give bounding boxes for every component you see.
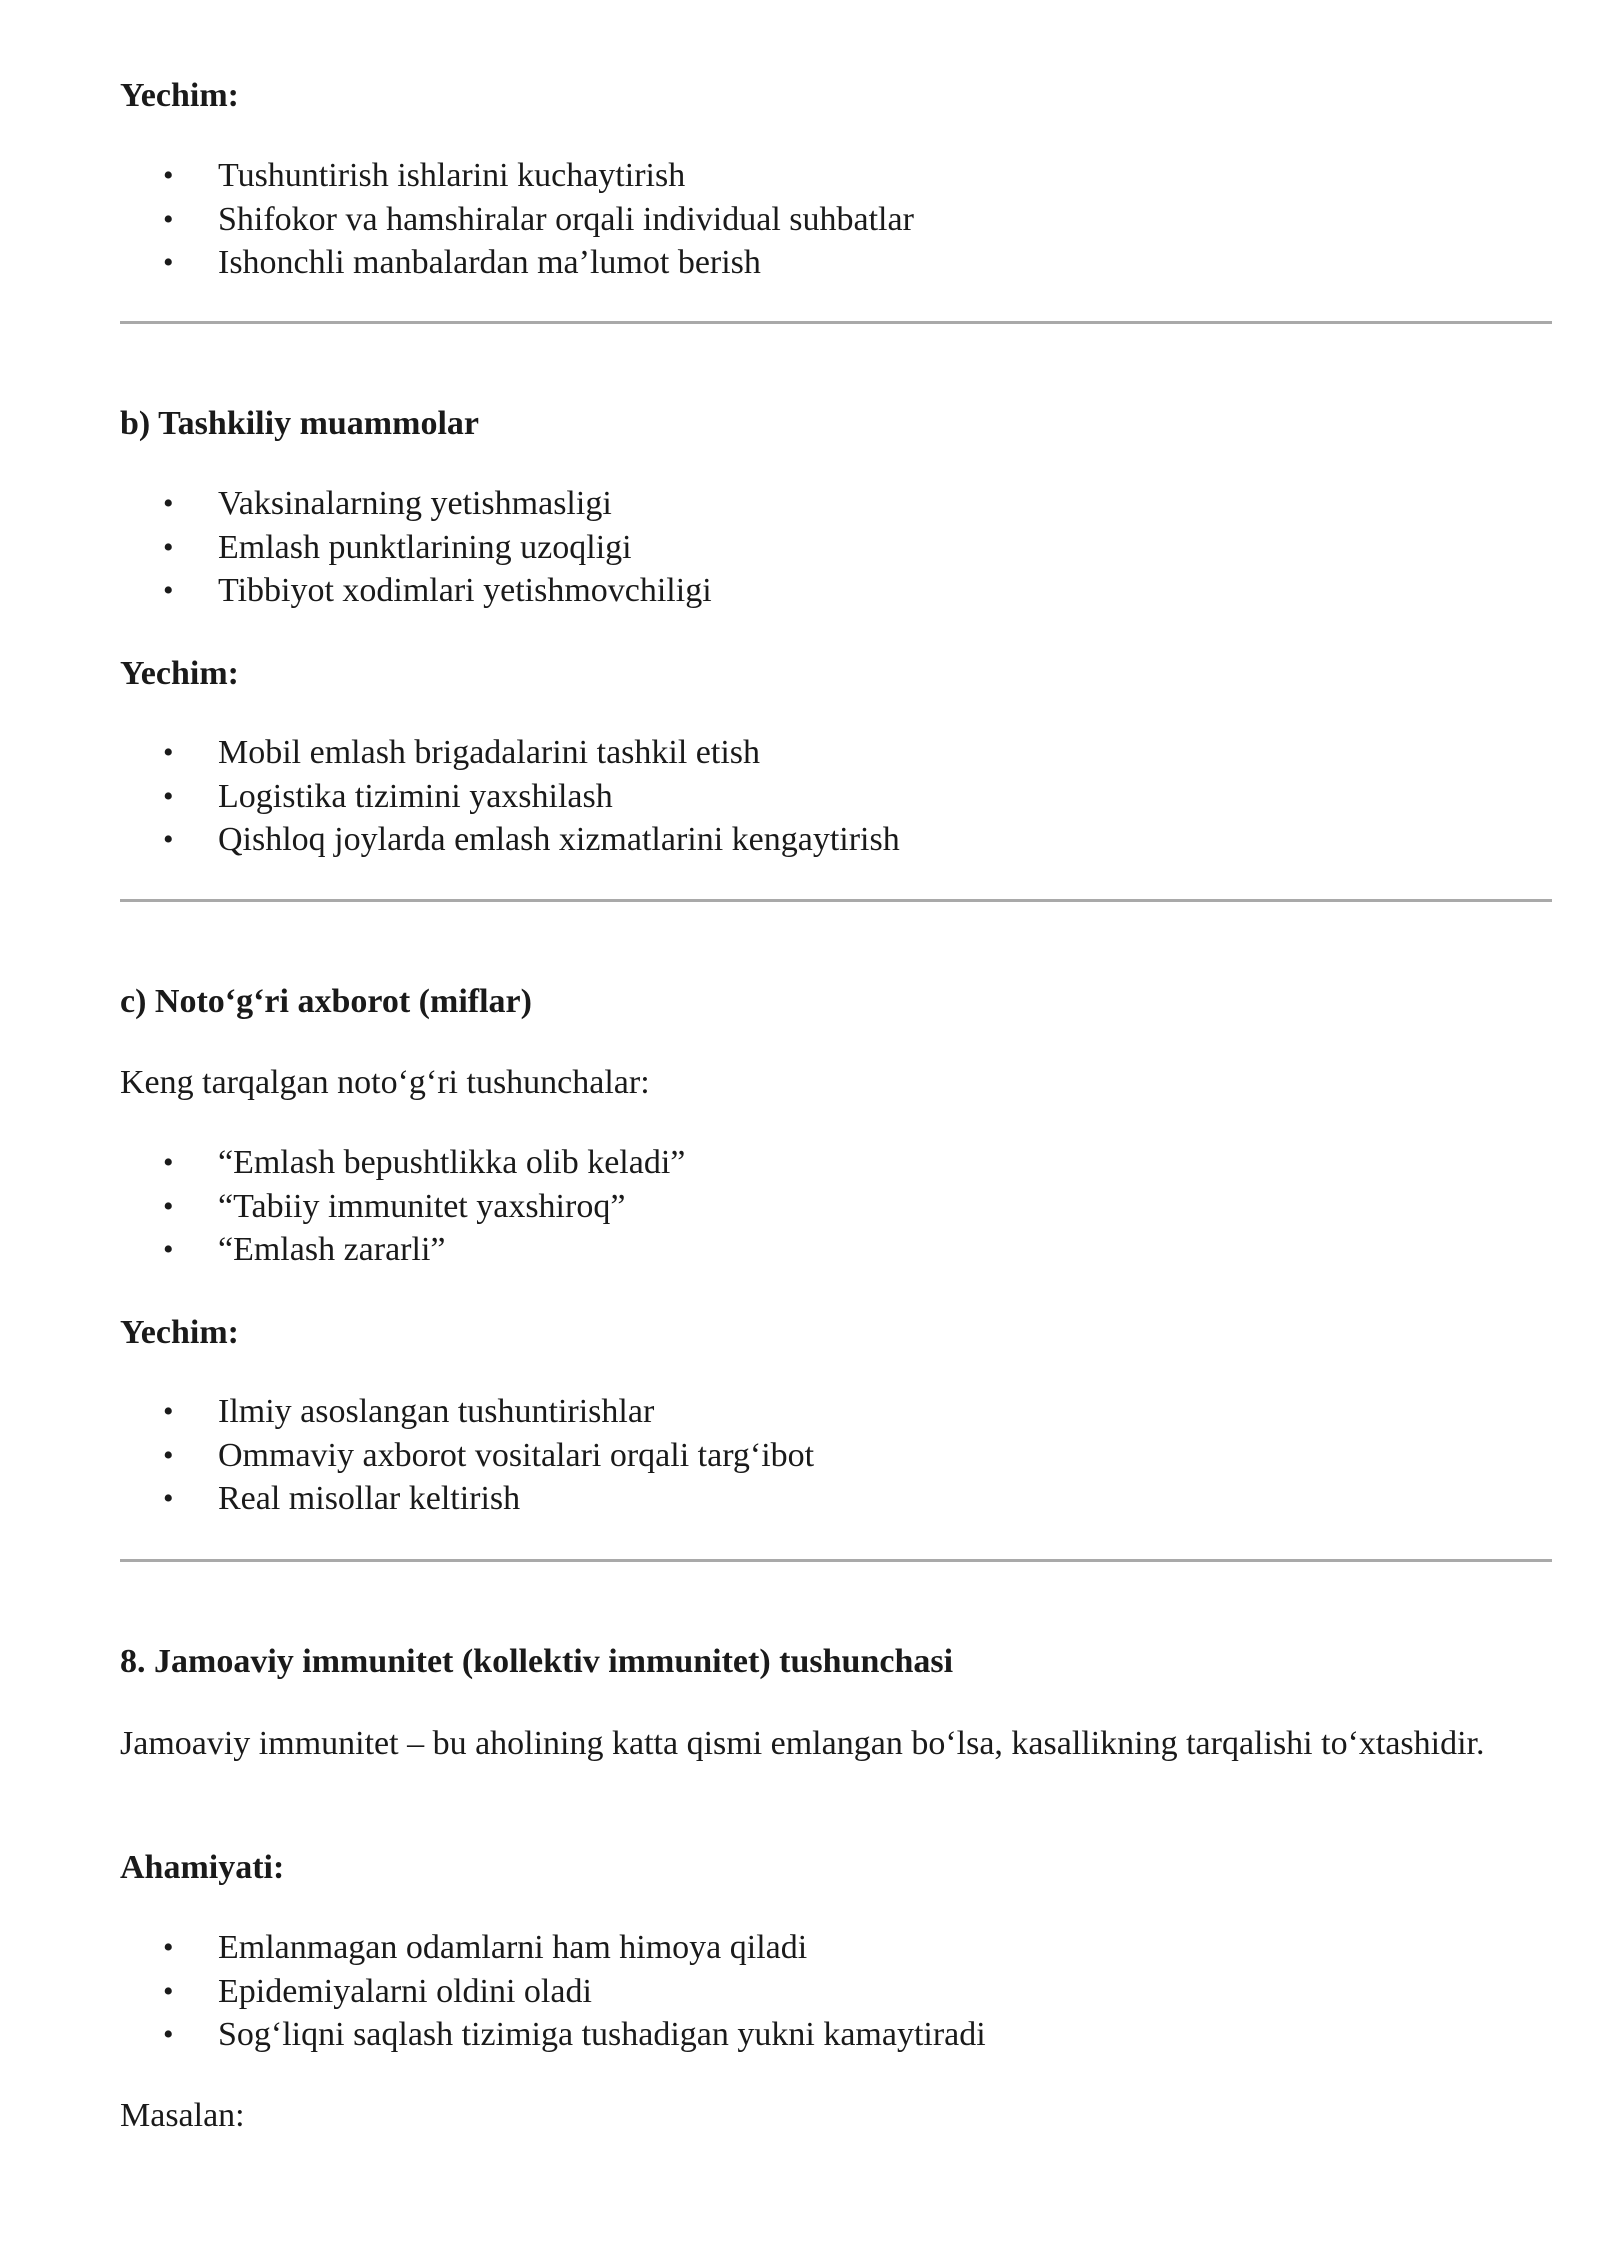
herd-immunity-definition: Jamoaviy immunitet – bu aholining katta qismi emlangan bo‘lsa, kasallikning tarqalishi to‘xtashidir. [120, 1725, 1485, 1762]
section-heading-c: c) Noto‘g‘ri axborot (miflar) [120, 983, 532, 1020]
bullet-icon: • [163, 1189, 174, 1223]
bullet-icon: • [163, 779, 174, 813]
solution-list-2 [120, 731, 900, 862]
section-divider [120, 899, 1552, 902]
list-item: • Ishonchli manbalardan ma’lumot berish [120, 241, 914, 285]
list-item: • Shifokor va hamshiralar orqali individual suhbatlar [120, 198, 914, 242]
example-label: Masalan: [120, 2097, 245, 2134]
list-item: • Ilmiy asoslangan tushuntirishlar [120, 1390, 814, 1434]
bullet-icon: • [163, 1438, 174, 1472]
list-item: • Emlash punktlarining uzoqligi [120, 526, 712, 570]
list-item: • Real misollar keltirish [120, 1477, 814, 1521]
list-item: • Mobil emlash brigadalarini tashkil etish [120, 731, 900, 775]
importance-heading: Ahamiyati: [120, 1849, 285, 1886]
bullet-icon: • [163, 574, 174, 607]
list-item: • Logistika tizimini yaxshilash [120, 775, 900, 819]
solution-list-3 [120, 1390, 814, 1521]
bullet-icon: • [163, 1482, 174, 1515]
myths-intro: Keng tarqalgan noto‘g‘ri tushunchalar: [120, 1064, 650, 1101]
bullet-icon: • [163, 2018, 174, 2051]
list-item: • Ommaviy axborot vositalari orqali targ‘ibot [120, 1434, 814, 1478]
bullet-icon: • [163, 1395, 174, 1428]
bullet-icon: • [163, 1931, 174, 1964]
bullet-icon: • [163, 1146, 174, 1179]
solution-heading-1: Yechim: [120, 77, 239, 114]
solution-heading-2: Yechim: [120, 655, 239, 692]
bullet-icon: • [163, 202, 174, 236]
solution-list-1 [120, 154, 914, 285]
bullet-icon: • [163, 530, 174, 564]
list-item: • Emlanmagan odamlarni ham himoya qiladi [120, 1926, 986, 1970]
section-divider [120, 321, 1552, 324]
solution-heading-3: Yechim: [120, 1314, 239, 1351]
bullet-icon: • [163, 823, 174, 856]
bullet-icon: • [163, 736, 174, 769]
list-item: • “Tabiiy immunitet yaxshiroq” [120, 1185, 685, 1229]
list-item: • Tushuntirish ishlarini kuchaytirish [120, 154, 914, 198]
section-heading-b: b) Tashkiliy muammolar [120, 405, 479, 442]
list-item: • Tibbiyot xodimlari yetishmovchiligi [120, 569, 712, 613]
list-item: • “Emlash zararli” [120, 1228, 685, 1272]
list-item: • Sog‘liqni saqlash tizimiga tushadigan yukni kamaytiradi [120, 2013, 986, 2057]
myth-list [120, 1141, 685, 1272]
bullet-icon: • [163, 246, 174, 279]
list-item: • Vaksinalarning yetishmasligi [120, 482, 712, 526]
bullet-icon: • [163, 487, 174, 520]
problem-list-b [120, 482, 712, 613]
bullet-icon: • [163, 1974, 174, 2008]
section-divider [120, 1559, 1552, 1562]
importance-list [120, 1926, 986, 2057]
list-item: • “Emlash bepushtlikka olib keladi” [120, 1141, 685, 1185]
list-item: • Epidemiyalarni oldini oladi [120, 1970, 986, 2014]
section-heading-8: 8. Jamoaviy immunitet (kollektiv immunitet) tushunchasi [120, 1643, 954, 1680]
bullet-icon: • [163, 1233, 174, 1266]
list-item: • Qishloq joylarda emlash xizmatlarini kengaytirish [120, 818, 900, 862]
bullet-icon: • [163, 159, 174, 192]
